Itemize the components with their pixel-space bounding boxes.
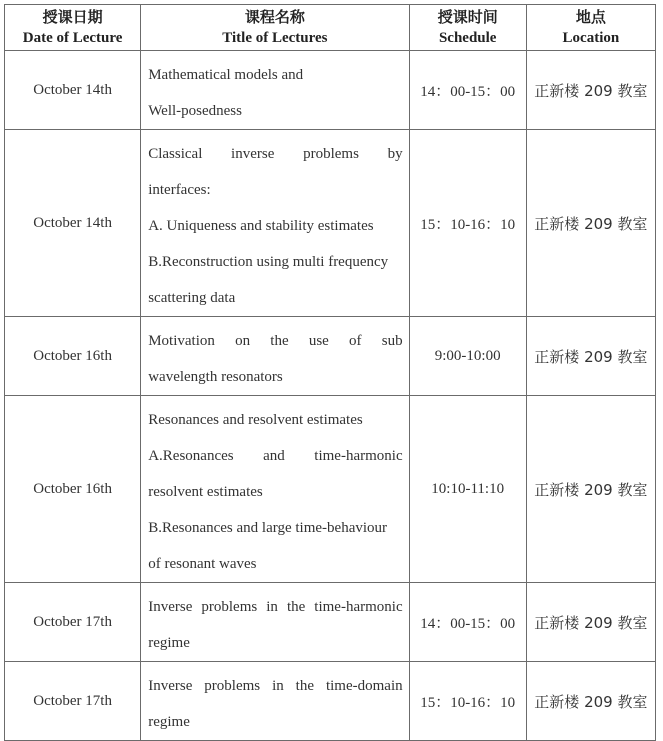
lecture-date: October 14th [5,130,141,317]
table-row [5,130,656,317]
header-time-en: Schedule [438,30,497,46]
lecture-location: 正新楼 209 教室 [526,130,655,317]
header-date [5,5,141,51]
lecture-title-line: interfaces: [148,182,211,198]
lecture-title-line: regime [148,635,190,651]
lecture-title [141,51,409,130]
header-location-en: Location [562,30,620,46]
lecture-title-line: A. Uniqueness and stability estimates [148,218,374,234]
lecture-title-line: Classical inverse problems by [148,146,403,162]
table-row [5,583,656,662]
lecture-title-line: of resonant waves [148,556,257,572]
lecture-title [141,130,409,317]
header-date-en: Date of Lecture [22,30,123,46]
header-title [141,5,409,51]
lecture-title [141,662,409,741]
lecture-title-line: Inverse problems in the time-domain [148,678,403,694]
lecture-time: 14：00-15：00 [409,583,526,662]
lecture-title-line: wavelength resonators [148,369,283,385]
lecture-location: 正新楼 209 教室 [526,396,655,583]
header-location [526,5,655,51]
lecture-date: October 16th [5,396,141,583]
lecture-date: October 16th [5,317,141,396]
lecture-title-line: B.Reconstruction using multi frequency [148,254,389,270]
lecture-time: 10:10-11:10 [409,396,526,583]
table-row [5,317,656,396]
lecture-location: 正新楼 209 教室 [526,662,655,741]
lecture-title-line: Mathematical models and [148,67,304,83]
lecture-title-line: A.Resonances and time-harmonic [148,448,403,464]
lecture-time: 15：10-16：10 [409,130,526,317]
header-title-en: Title of Lectures [222,30,328,46]
lecture-time: 14：00-15：00 [409,51,526,130]
header-location-cn: 地点 [575,8,606,26]
lecture-date: October 17th [5,662,141,741]
lecture-title-line: Motivation on the use of sub [148,333,403,349]
lecture-time: 9:00-10:00 [409,317,526,396]
table-row [5,396,656,583]
lecture-title-line: resolvent estimates [148,484,263,500]
lecture-title-line: Well-posedness [148,103,242,119]
lecture-title-line: regime [148,714,190,730]
table-row [5,662,656,741]
lecture-title [141,583,409,662]
lecture-date: October 17th [5,583,141,662]
lecture-schedule-table [4,4,656,741]
lecture-title-line: Inverse problems in the time-harmonic [148,599,403,615]
lecture-date: October 14th [5,51,141,130]
lecture-location: 正新楼 209 教室 [526,317,655,396]
lecture-time: 15：10-16：10 [409,662,526,741]
header-time [409,5,526,51]
header-time-cn: 授课时间 [437,8,498,26]
header-title-cn: 课程名称 [244,8,305,26]
lecture-title-line: Resonances and resolvent estimates [148,412,363,428]
lecture-title-line: B.Resonances and large time-behaviour [148,520,388,536]
table-header-row [5,5,656,51]
table-row [5,51,656,130]
lecture-title [141,317,409,396]
header-date-cn: 授课日期 [42,8,103,26]
lecture-location: 正新楼 209 教室 [526,583,655,662]
lecture-title-line: scattering data [148,290,236,306]
lecture-location: 正新楼 209 教室 [526,51,655,130]
lecture-title [141,396,409,583]
